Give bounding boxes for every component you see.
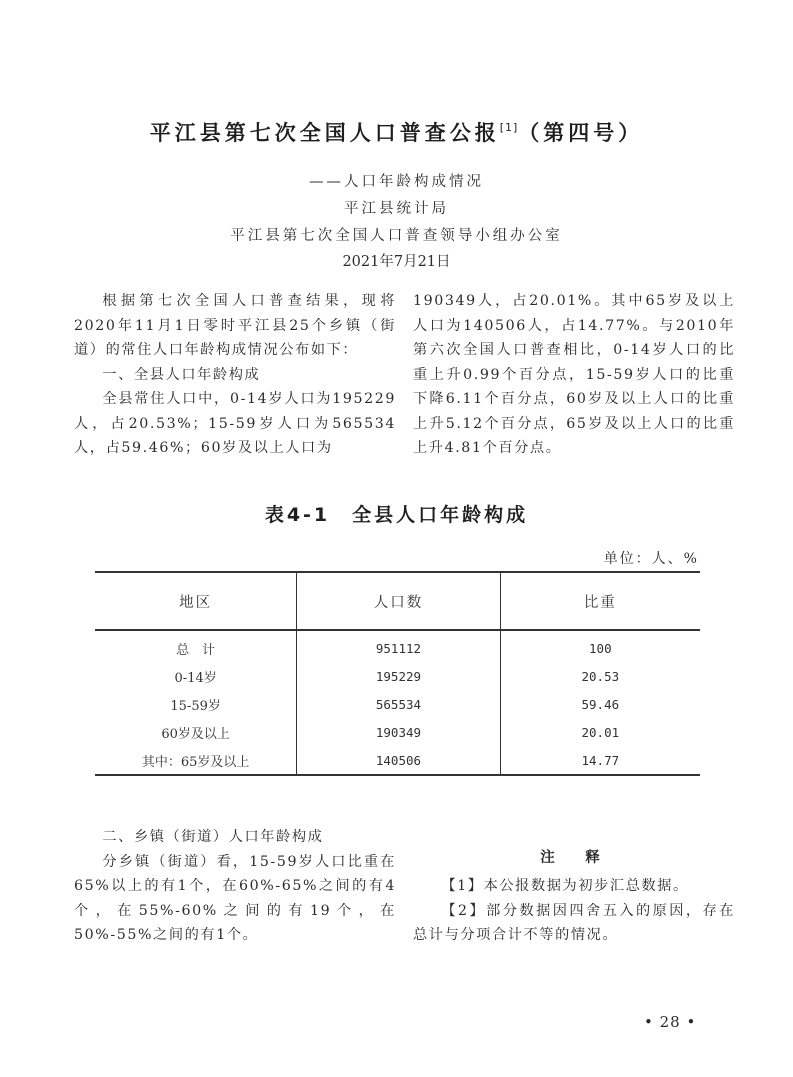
table-row bbox=[95, 718, 700, 746]
subtitle: ——人口年龄构成情况 bbox=[309, 174, 484, 190]
column-header-population: 人口数 bbox=[297, 572, 500, 630]
note-item: 【2】部分数据因四舍五入的原因，存在总计与分项合计不等的情况。 bbox=[413, 902, 735, 943]
title-text: 平江县第七次全国人口普查公报 bbox=[149, 121, 500, 145]
row-label: 15-59岁 bbox=[95, 690, 297, 718]
notes-title: 注 释 bbox=[540, 850, 608, 866]
notes-list bbox=[413, 874, 735, 948]
section1-paragraph-continued: 190349人，占20.01%。其中65岁及以上人口为140506人，占14.77%。与2010年第六次全国人口普查相比，0-14岁人口的比重上升0.99个百分点，15-59岁人口的比重下降6.11个百分点，60岁及以上人口的比重上升5.12个百分点，65岁及以上人口的比重上升4.81个百分点。 bbox=[413, 293, 735, 456]
row-share: 20.01 bbox=[581, 724, 620, 740]
body-column-left bbox=[74, 289, 396, 461]
table-header-row bbox=[95, 572, 700, 630]
row-population: 190349 bbox=[297, 718, 500, 746]
page-number: • 28 • bbox=[644, 1013, 697, 1031]
row-share: 100 bbox=[589, 640, 612, 656]
row-label: 0-14岁 bbox=[95, 662, 297, 690]
row-label: 60岁及以上 bbox=[95, 718, 297, 746]
table-row bbox=[95, 690, 700, 718]
column-header-share: 比重 bbox=[583, 594, 617, 611]
section1-heading: 一、全县人口年龄构成 bbox=[102, 366, 261, 383]
issuer-bureau: 平江县统计局 bbox=[344, 201, 449, 217]
title-footnote-ref[interactable]: [1] bbox=[499, 121, 519, 134]
row-label: 总 计 bbox=[95, 630, 297, 662]
row-share: 14.77 bbox=[581, 752, 620, 768]
note-item: 【1】本公报数据为初步汇总数据。 bbox=[441, 878, 689, 894]
section1-paragraph-start: 全县常住人口中，0-14岁人口为195229人，占20.53%；15-59岁人口为565534人，占59.46%；60岁及以上人口为 bbox=[74, 391, 396, 456]
intro-paragraph: 根据第七次全国人口普查结果，现将2020年11月1日零时平江县25个乡镇（街道）的常住人口年龄构成情况公布如下： bbox=[74, 293, 396, 358]
row-population: 951112 bbox=[297, 630, 500, 662]
column-header-region: 地区 bbox=[95, 572, 297, 630]
row-share: 59.46 bbox=[581, 696, 620, 712]
row-population: 565534 bbox=[297, 690, 500, 718]
body-column-right bbox=[413, 289, 735, 461]
row-label: 其中：65岁及以上 bbox=[95, 746, 297, 775]
section2-heading: 二、乡镇（街道）人口年龄构成 bbox=[102, 829, 324, 845]
row-share: 20.53 bbox=[581, 668, 620, 684]
section2 bbox=[74, 825, 396, 948]
page-title bbox=[0, 117, 793, 147]
table-row bbox=[95, 630, 700, 662]
publish-date: 2021年7月21日 bbox=[342, 254, 451, 270]
section2-paragraph: 分乡镇（街道）看，15-59岁人口比重在65%以上的有1个，在60%-65%之间的有4个，在55%-60%之间的有19个，在50%-55%之间的有1个。 bbox=[74, 853, 396, 943]
row-population: 195229 bbox=[297, 662, 500, 690]
table-row bbox=[95, 662, 700, 690]
row-population: 140506 bbox=[297, 746, 500, 775]
table-unit: 单位：人、% bbox=[603, 551, 699, 567]
age-structure-table bbox=[95, 571, 700, 776]
issuer-office: 平江县第七次全国人口普查领导小组办公室 bbox=[230, 228, 563, 244]
table-title: 表4-1 全县人口年龄构成 bbox=[264, 504, 529, 526]
title-issue: （第四号） bbox=[518, 121, 644, 145]
table-row bbox=[95, 746, 700, 775]
